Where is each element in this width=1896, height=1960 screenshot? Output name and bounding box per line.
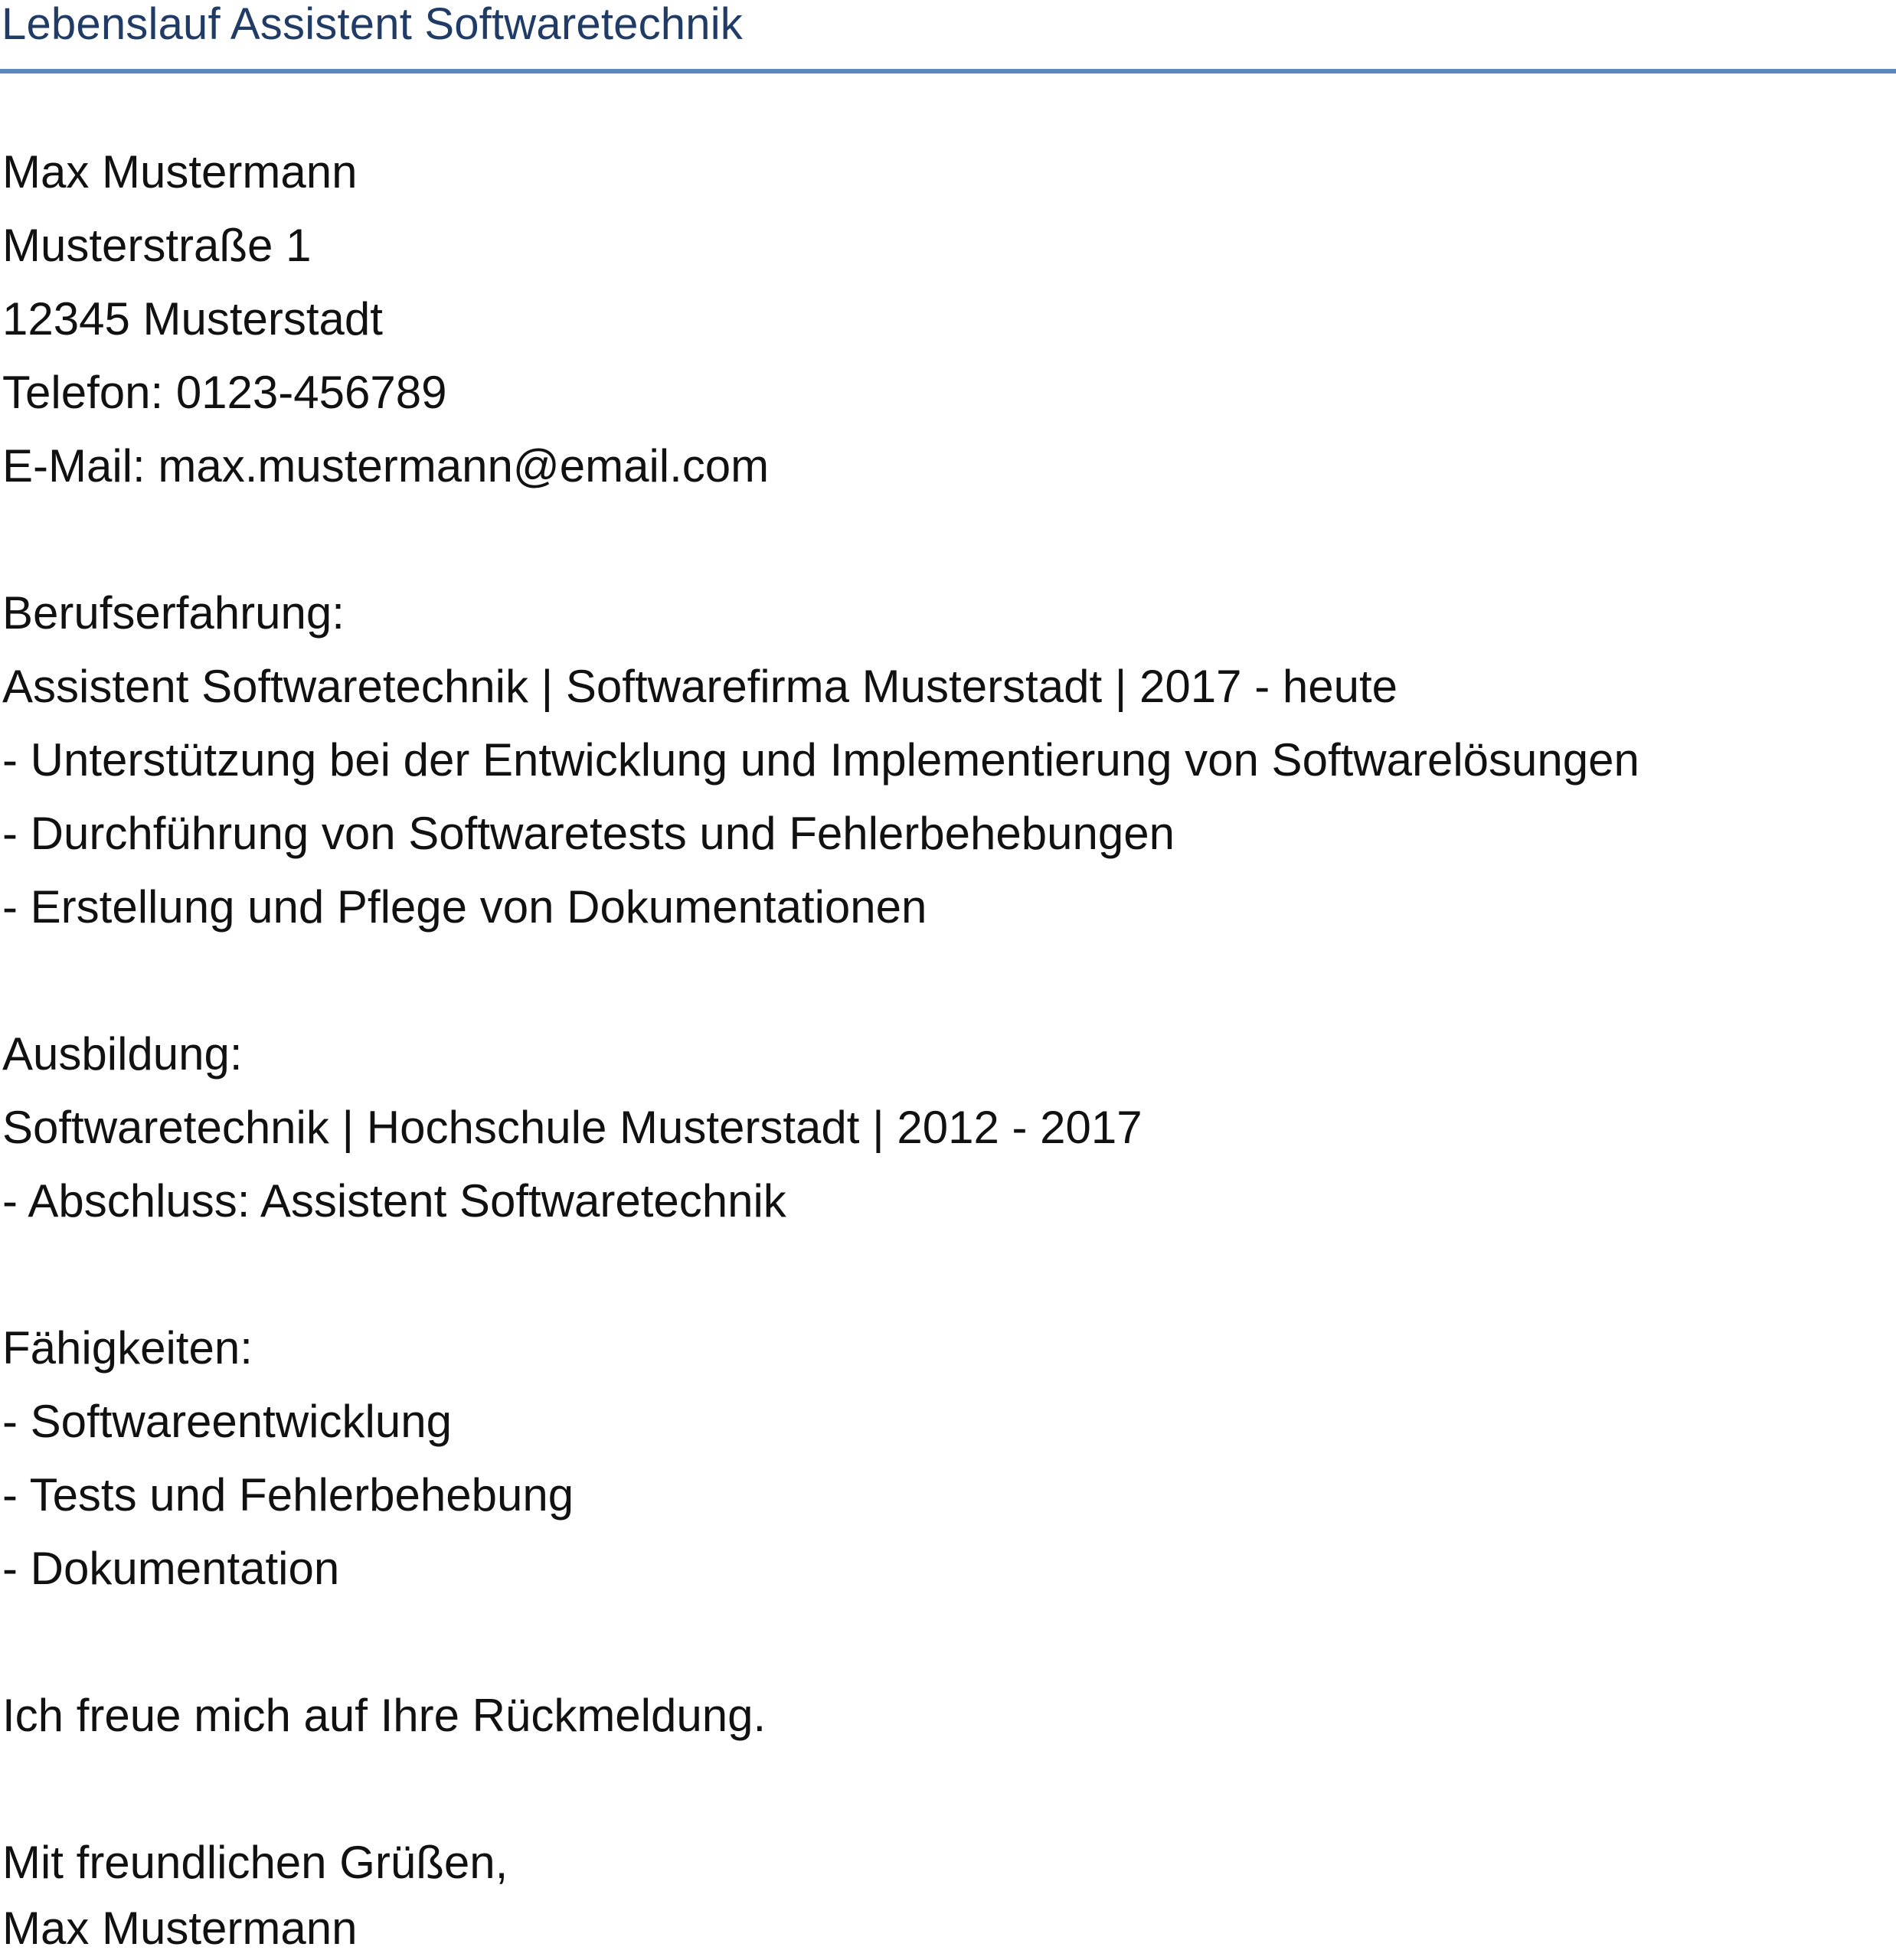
closing-statement: Ich freue mich auf Ihre Rückmeldung. [2,1690,767,1741]
experience-position: Assistent Softwaretechnik | Softwarefirma Musterstadt | 2017 - heute [2,661,1398,712]
skills-item: - Dokumentation [2,1543,340,1594]
title-underline [0,69,1896,74]
experience-heading: Berufserfahrung: [2,587,345,639]
contact-email: E-Mail: max.mustermann@email.com [2,440,770,492]
skills-item: - Softwareentwicklung [2,1396,452,1447]
contact-phone: Telefon: 0123-456789 [2,367,447,418]
skills-item: - Tests und Fehlerbehebung [2,1469,574,1521]
contact-city: 12345 Musterstadt [2,293,383,345]
experience-item: - Unterstützung bei der Entwicklung und Implementierung von Softwarelösungen [2,734,1639,786]
experience-item: - Erstellung und Pflege von Dokumentationen [2,881,927,933]
skills-heading: Fähigkeiten: [2,1322,253,1374]
document-title: Lebenslauf Assistent Softwaretechnik [2,0,743,49]
closing-salutation: Mit freundlichen Grüßen, [2,1837,508,1888]
closing-signature: Max Mustermann [2,1903,358,1954]
contact-street: Musterstraße 1 [2,220,312,271]
education-item: - Abschluss: Assistent Softwaretechnik [2,1175,786,1227]
experience-item: - Durchführung von Softwaretests und Fehlerbehebungen [2,808,1175,859]
education-heading: Ausbildung: [2,1028,243,1080]
education-entry: Softwaretechnik | Hochschule Musterstadt | 2012 - 2017 [2,1102,1143,1153]
contact-name: Max Mustermann [2,146,358,198]
